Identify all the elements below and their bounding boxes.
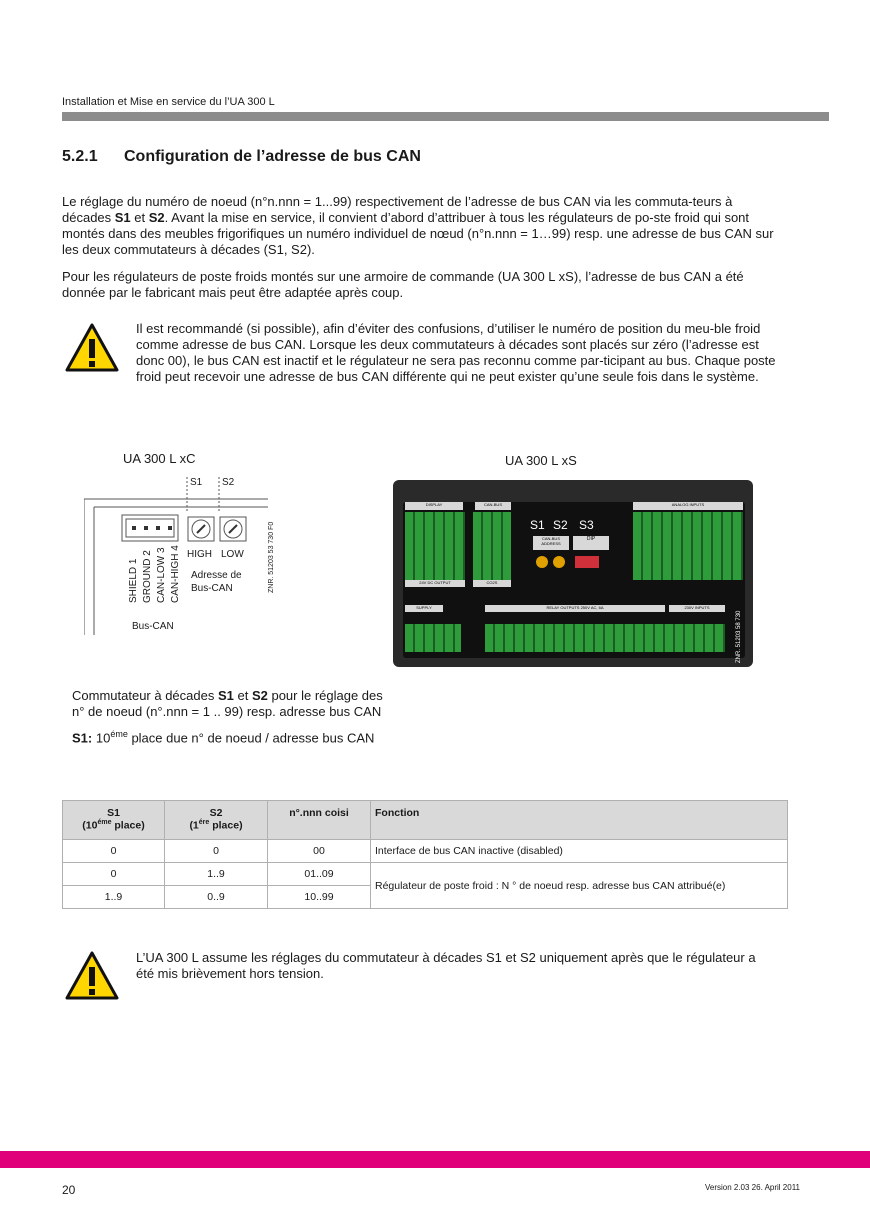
controller-photo bbox=[393, 480, 753, 667]
header-s2 bbox=[165, 801, 268, 840]
p1-s2: S2 bbox=[148, 210, 165, 225]
cell-fonction: Régulateur de poste froid : N ° de noeud resp. adresse bus CAN attribué(e) bbox=[371, 863, 788, 909]
table-row bbox=[63, 840, 788, 863]
caption-c: pour le réglage des n° de noeud (n°.nnn = 1 .. 99) resp. adresse bus CAN bbox=[72, 688, 383, 719]
pin-label: CAN-LOW 3 bbox=[156, 547, 167, 603]
caption-s1-line bbox=[72, 726, 394, 746]
header-s1-sup: éme bbox=[97, 819, 112, 826]
header-rule bbox=[62, 112, 829, 121]
switch-s2-label: S2 bbox=[222, 477, 235, 488]
warning-icon bbox=[64, 950, 120, 1007]
section-heading: Configuration de l’adresse de bus CAN bbox=[124, 148, 421, 165]
caption-s2: S2 bbox=[251, 688, 268, 703]
section-number: 5.2.1 bbox=[62, 148, 98, 165]
dip-switch-s3 bbox=[575, 556, 599, 568]
cell-s2: 0..9 bbox=[165, 886, 268, 909]
rotary-switch-s2 bbox=[553, 556, 565, 568]
version-info: Version 2.03 26. April 2011 bbox=[704, 1183, 800, 1192]
label-dc-output: 24V DC OUTPUT bbox=[405, 580, 465, 587]
warning-1-text: Il est recommandé (si possible), afin d’éviter des confusions, d’utiliser le numéro de position du meu-ble froid comme adresse de bus CAN. Lorsque les deux commutateurs à décades sont placés sur zéro (l’adresse est donc 00), le bus CAN est inactif et le régulateur ne sera pas reconnu comme par-ticipant au bus. Chaque poste froid peut recevoir une adresse de bus CAN différente qui ne peut exister qu’une seule fois dans le système. bbox=[136, 321, 776, 384]
cell-s1: 1..9 bbox=[63, 886, 165, 909]
header-s1-sub-b: place) bbox=[111, 819, 145, 832]
bus-can-label: Bus-CAN bbox=[132, 621, 174, 632]
section-title bbox=[62, 148, 421, 166]
label-supply: SUPPLY bbox=[405, 605, 443, 612]
header-s1-sub bbox=[67, 819, 160, 832]
low-label: LOW bbox=[221, 549, 244, 560]
cell-s1: 0 bbox=[63, 840, 165, 863]
terminal-block bbox=[405, 512, 465, 580]
figure-right-title: UA 300 L xS bbox=[505, 453, 577, 468]
table-row bbox=[63, 863, 788, 886]
pin-label: SHIELD 1 bbox=[128, 558, 139, 603]
header-s2-sub bbox=[169, 819, 263, 832]
label-display: DISPLAY bbox=[405, 502, 463, 510]
caption-text bbox=[72, 688, 394, 720]
cell-fonction: Interface de bus CAN inactive (disabled) bbox=[371, 840, 788, 863]
label-relay-outputs: RELAY OUTPUTS 250V AC, 6A bbox=[485, 605, 665, 612]
p1-text-c: . Avant la mise en service, il convient d’abord d’attribuer à tous les régulateurs de po-ste froid qui sont montés dans des meubles frigorifiques un numéro individuel de nœud (n°n.nnn = 1…99) resp. une adresse de bus CAN sur les deux commutateurs à décades (S1, S2). bbox=[62, 210, 774, 257]
header-nnn: n°.nnn coisi bbox=[268, 801, 371, 840]
label-canbus: CAN-BUS bbox=[475, 502, 511, 510]
pin-label: GROUND 2 bbox=[142, 550, 153, 603]
rotary-switch-s1 bbox=[536, 556, 548, 568]
label-analog-inputs: ANALOG INPUTS bbox=[633, 502, 743, 510]
header-s2-sub-a: (1 bbox=[189, 819, 199, 832]
page-number: 20 bbox=[62, 1183, 76, 1197]
caption-s1-b: place due n° de noeud / adresse bus CAN bbox=[127, 730, 375, 746]
switch-s3-label: S3 bbox=[579, 518, 594, 532]
p1-text-b: et bbox=[130, 210, 149, 225]
header-s2-sub-b: place) bbox=[209, 819, 243, 832]
caption-s1-a: 10 bbox=[92, 730, 111, 746]
header-s1-label: S1 bbox=[107, 807, 120, 819]
caption-s1-label: S1: bbox=[72, 730, 93, 746]
running-header: Installation et Mise en service du l’UA 300 L bbox=[62, 96, 275, 108]
cell-s2: 0 bbox=[165, 840, 268, 863]
paragraph-1 bbox=[62, 194, 782, 258]
cell-nnn: 01..09 bbox=[268, 863, 371, 886]
caption-a: Commutateur à décades bbox=[72, 688, 218, 703]
p1-s1: S1 bbox=[114, 210, 131, 225]
cell-s2: 1..9 bbox=[165, 863, 268, 886]
paragraph-2: Pour les régulateurs de poste froids montés sur une armoire de commande (UA 300 L xS), l’adresse de bus CAN a été donnée par le fabricant mais peut être adaptée après coup. bbox=[62, 269, 744, 300]
warning-icon bbox=[64, 322, 120, 379]
label-dip: DIP bbox=[573, 536, 609, 550]
table-header-row bbox=[63, 801, 788, 840]
cell-nnn: 10..99 bbox=[268, 886, 371, 909]
switch-s2-label: S2 bbox=[553, 518, 568, 532]
terminal-block bbox=[473, 512, 511, 580]
header-s1-sub-a: (10 bbox=[82, 819, 98, 832]
warning-2-text: L’UA 300 L assume les réglages du commutateur à décades S1 et S2 uniquement après que le régulateur a été mis brièvement hors tension. bbox=[136, 950, 756, 981]
figure-left-title: UA 300 L xC bbox=[123, 451, 196, 466]
terminal-block bbox=[633, 512, 743, 580]
cell-s1: 0 bbox=[63, 863, 165, 886]
footer-bar bbox=[0, 1151, 870, 1168]
terminal-block bbox=[485, 624, 725, 652]
pin-label: CAN-HIGH 4 bbox=[170, 545, 181, 603]
terminal-block bbox=[405, 624, 461, 652]
adresse-buscan-label: Bus-CAN bbox=[191, 583, 233, 594]
header-fonction: Fonction bbox=[371, 801, 788, 840]
config-table bbox=[62, 800, 788, 909]
header-s2-sup: ére bbox=[198, 819, 210, 826]
label-can-bus-address: CAN-BUS ADDRESS bbox=[533, 536, 569, 550]
caption-s1: S1 bbox=[217, 688, 234, 703]
cell-nnn: 00 bbox=[268, 840, 371, 863]
switch-s1-label: S1 bbox=[190, 477, 203, 488]
p1-text-a: Le réglage du numéro de noeud (n°n.nnn = 1...99) respectivement de l’adresse de bus CAN via les commuta-teurs à décades bbox=[62, 194, 733, 225]
high-label: HIGH bbox=[187, 549, 212, 560]
header-s1 bbox=[63, 801, 165, 840]
label-co2: CO2S bbox=[473, 580, 511, 587]
znr-right: ZNR. 51203 58 730 bbox=[736, 610, 742, 663]
adresse-label: Adresse de bbox=[191, 570, 242, 581]
header-s2-label: S2 bbox=[209, 807, 223, 819]
figure-caption bbox=[72, 688, 394, 772]
figure-left-diagram bbox=[84, 475, 284, 635]
label-230v-inputs: 230V INPUTS bbox=[669, 605, 725, 612]
switch-s1-label: S1 bbox=[530, 518, 545, 532]
caption-b: et bbox=[233, 688, 252, 703]
znr-left: ZNR. 51203 53 730 F0 bbox=[268, 521, 275, 593]
caption-s1-sup: éme bbox=[110, 729, 128, 739]
